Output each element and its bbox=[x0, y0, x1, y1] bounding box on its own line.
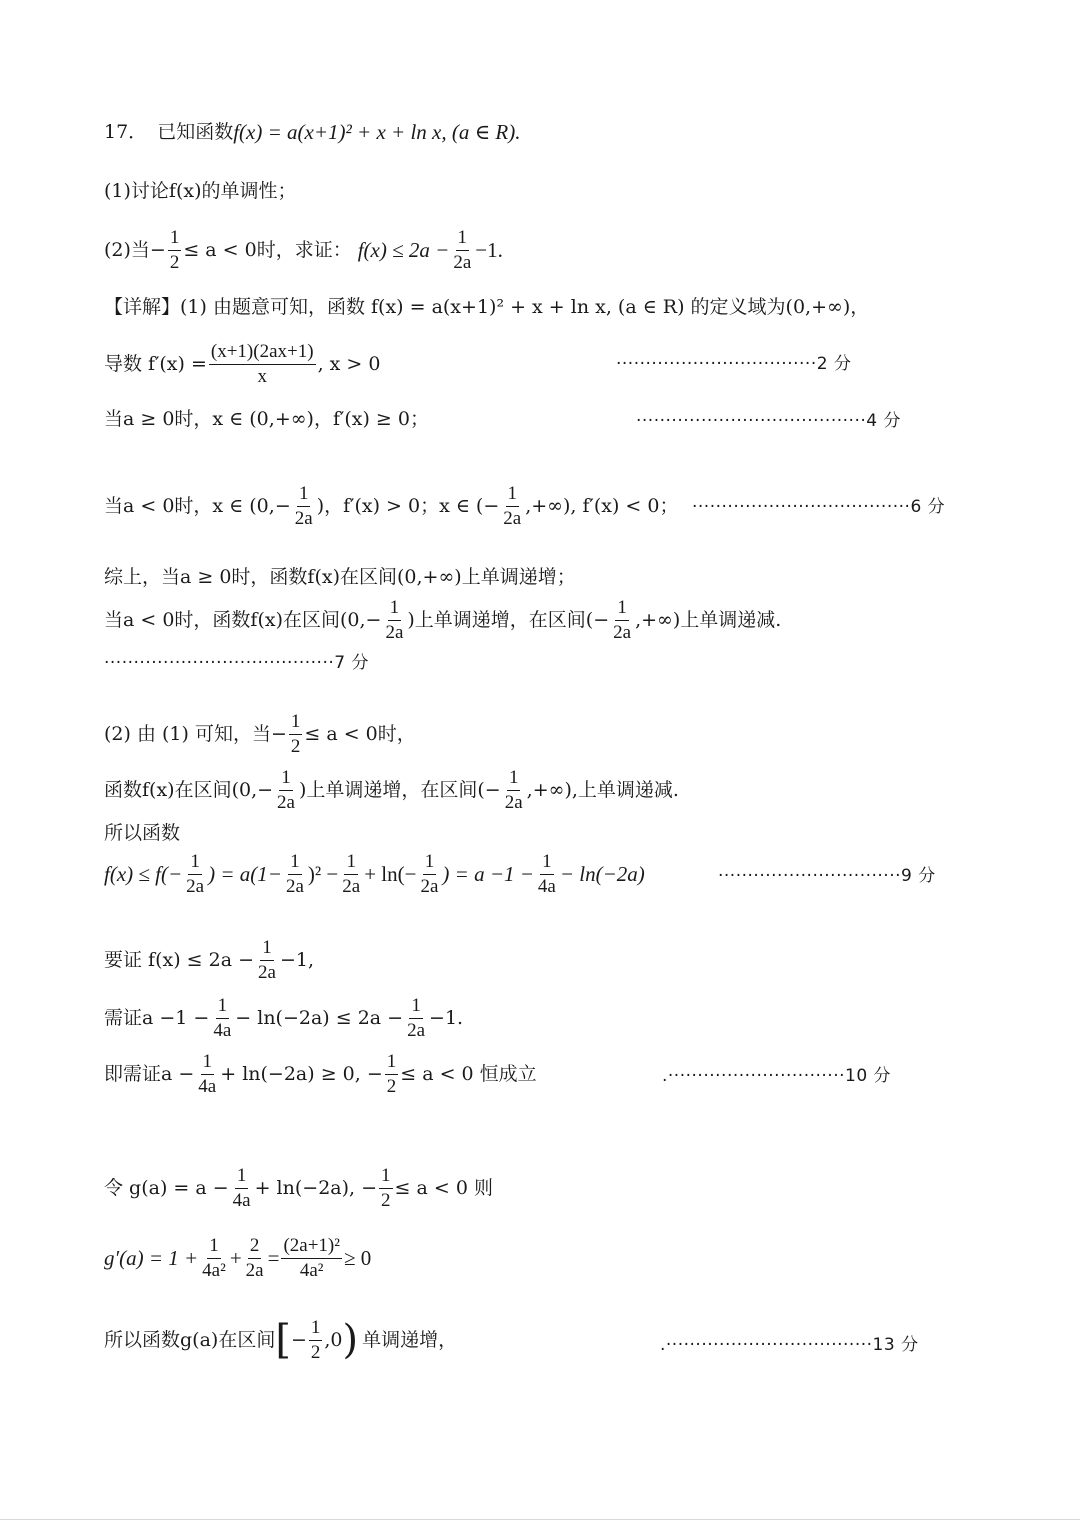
numerator: 1 bbox=[379, 1166, 393, 1189]
fraction bbox=[200, 1236, 228, 1281]
summary-1-text: 综上，当a ≥ 0时，函数f(x)在区间(0,+∞)上单调递增； bbox=[104, 566, 576, 588]
fraction bbox=[284, 852, 306, 897]
numerator: 1 bbox=[423, 852, 437, 875]
fraction bbox=[383, 598, 405, 643]
case-text: )，f′(x) > 0；x ∈ (− bbox=[316, 494, 500, 517]
denominator: x bbox=[257, 365, 267, 387]
fraction bbox=[256, 938, 278, 983]
part2-so-function bbox=[104, 824, 180, 843]
numerator: 1 bbox=[201, 1052, 215, 1075]
solution-line-1 bbox=[104, 298, 869, 317]
monotonic-text: )上单调递增，在区间(− bbox=[298, 778, 501, 801]
denominator: 2 bbox=[169, 251, 180, 273]
solution-summary-2 bbox=[104, 598, 781, 643]
numerator: 1 bbox=[409, 996, 423, 1019]
denominator: 2 bbox=[386, 1075, 397, 1097]
solution-summary-1 bbox=[104, 568, 576, 587]
equivalent-text: + ln(−2a) ≥ 0, − bbox=[220, 1062, 383, 1085]
solution-case-a-neg bbox=[104, 484, 678, 529]
max-text: ) = a −1 − bbox=[442, 861, 534, 886]
numerator: 1 bbox=[309, 1318, 323, 1341]
denominator: 2a bbox=[420, 875, 439, 897]
denominator: 2a bbox=[407, 1019, 426, 1041]
need-prove-text: 需证a −1 − bbox=[104, 1006, 210, 1029]
denominator: 2a bbox=[186, 875, 205, 897]
numerator: 1 bbox=[260, 938, 274, 961]
fraction bbox=[503, 768, 525, 813]
score-7: ·······································7 分 bbox=[104, 653, 369, 673]
problem-part2 bbox=[104, 228, 503, 273]
denominator: 4a bbox=[232, 1189, 251, 1211]
denominator: 2a bbox=[613, 621, 632, 643]
score-10: .······························10 分 bbox=[662, 1066, 892, 1086]
part2-mid: ≤ a < 0时，求证： bbox=[183, 238, 352, 261]
fraction bbox=[211, 996, 233, 1041]
case-text: 当a < 0时，x ∈ (0,− bbox=[104, 494, 291, 517]
fraction bbox=[451, 228, 473, 273]
problem-stem bbox=[104, 122, 520, 143]
fraction bbox=[184, 852, 206, 897]
interval-text: ,0 bbox=[324, 1328, 343, 1351]
numerator: 1 bbox=[344, 852, 358, 875]
part2-g-derivative bbox=[104, 1236, 371, 1281]
to-prove-text: 要证 f(x) ≤ 2a − bbox=[104, 948, 254, 971]
g-derivative-text: ≥ 0 bbox=[343, 1245, 372, 1270]
fraction bbox=[209, 342, 316, 387]
denominator: 2a bbox=[258, 961, 276, 983]
fraction bbox=[244, 1236, 266, 1281]
to-prove-text: −1, bbox=[279, 948, 314, 971]
denominator: 2 bbox=[381, 1189, 391, 1211]
denominator: 2a bbox=[342, 875, 361, 897]
fraction bbox=[275, 768, 297, 813]
case-a-nonneg-text: 当a ≥ 0时，x ∈ (0,+∞)，f′(x) ≥ 0； bbox=[104, 408, 429, 430]
derivative-prefix: 导数 f′(x) = bbox=[104, 352, 207, 375]
fraction bbox=[379, 1166, 393, 1211]
numerator: 1 bbox=[506, 484, 520, 507]
part2-end: −1. bbox=[475, 237, 503, 262]
define-g-text: ≤ a < 0 则 bbox=[394, 1176, 493, 1199]
summary-text: )上单调递增，在区间(− bbox=[407, 608, 610, 631]
fraction bbox=[385, 1052, 399, 1097]
denominator: 2a bbox=[503, 507, 522, 529]
numerator: 1 bbox=[188, 852, 202, 875]
part2-to-prove bbox=[104, 938, 314, 983]
numerator: 1 bbox=[216, 996, 230, 1019]
part2-intro-text: ≤ a < 0时， bbox=[304, 722, 416, 745]
summary-text: 当a < 0时，函数f(x)在区间(0,− bbox=[104, 608, 382, 631]
score-4: ·······································4 分 bbox=[636, 411, 901, 431]
problem-stem-formula: f(x) = a(x+1)² + x + ln x, (a ∈ R). bbox=[233, 120, 521, 144]
max-text: ) = a(1− bbox=[208, 861, 282, 886]
numerator: 1 bbox=[235, 1166, 249, 1189]
denominator: 4a bbox=[537, 875, 556, 897]
fraction bbox=[536, 852, 558, 897]
numerator: 1 bbox=[615, 598, 629, 621]
max-text: )² − bbox=[307, 861, 339, 886]
fraction bbox=[418, 852, 440, 897]
interval-text: − bbox=[290, 1328, 307, 1351]
denominator: 2a bbox=[504, 791, 523, 813]
case-text: ,+∞), f′(x) < 0； bbox=[525, 494, 679, 517]
denominator: 2a bbox=[294, 507, 313, 529]
numerator: 1 bbox=[279, 768, 293, 791]
part2-define-g bbox=[104, 1166, 493, 1211]
score-6: ·····································6 分 bbox=[692, 497, 946, 517]
problem-stem-prefix: 已知函数 bbox=[157, 121, 234, 143]
solution-derivative bbox=[104, 342, 380, 387]
part2-need-prove bbox=[104, 996, 463, 1041]
part2-monotonic bbox=[104, 768, 679, 813]
numerator: 1 bbox=[456, 228, 470, 251]
denominator: 4a bbox=[198, 1075, 217, 1097]
part2-prefix: (2)当− bbox=[104, 238, 166, 261]
g-derivative-text: g′(a) = 1 + bbox=[104, 1245, 199, 1270]
equivalent-text: 即需证a − bbox=[104, 1062, 195, 1085]
denominator: 2a bbox=[285, 875, 304, 897]
g-increasing-text: 所以函数g(a)在区间 bbox=[104, 1328, 276, 1351]
denominator: 4a bbox=[213, 1019, 232, 1041]
part2-intro bbox=[104, 712, 416, 757]
define-g-text: 令 g(a) = a − bbox=[104, 1176, 229, 1199]
g-derivative-text: + bbox=[229, 1245, 242, 1270]
numerator: (x+1)(2ax+1) bbox=[209, 342, 316, 365]
fraction bbox=[289, 712, 303, 757]
solution-line-1-text: 【详解】(1) 由题意可知，函数 f(x) = a(x+1)² + x + ln x, (a ∈ R) 的定义域为(0,+∞)， bbox=[104, 296, 870, 318]
numerator: 2 bbox=[248, 1236, 262, 1259]
solution-case-a-nonneg bbox=[104, 410, 429, 429]
part2-g-increasing bbox=[104, 1318, 457, 1363]
numerator: 1 bbox=[540, 852, 554, 875]
denominator: 2a bbox=[277, 791, 295, 813]
part2-intro-text: (2) 由 (1) 可知，当− bbox=[104, 722, 287, 745]
fraction bbox=[231, 1166, 253, 1211]
problem-part1 bbox=[104, 182, 297, 201]
numerator: 1 bbox=[207, 1236, 221, 1259]
numerator: 1 bbox=[168, 228, 182, 251]
max-text: + ln(− bbox=[364, 861, 417, 886]
score-2: ··································2 分 bbox=[616, 354, 852, 374]
derivative-domain: , x > 0 bbox=[317, 352, 381, 375]
fraction bbox=[405, 996, 427, 1041]
numerator: 1 bbox=[507, 768, 521, 791]
denominator: 2 bbox=[310, 1341, 321, 1363]
g-derivative-text: = bbox=[267, 1245, 280, 1270]
fraction bbox=[309, 1318, 323, 1363]
right-paren: ) bbox=[342, 1317, 359, 1364]
score-9: ·······························9 分 bbox=[718, 866, 936, 886]
score-13: .···································13 分 bbox=[660, 1335, 919, 1355]
numerator: 1 bbox=[297, 484, 311, 507]
denominator: 2a bbox=[453, 251, 472, 273]
fraction bbox=[611, 598, 633, 643]
define-g-text: + ln(−2a), − bbox=[254, 1176, 378, 1199]
numerator: 1 bbox=[388, 598, 402, 621]
equivalent-text: ≤ a < 0 恒成立 bbox=[400, 1062, 537, 1085]
numerator: (2a+1)² bbox=[281, 1236, 342, 1259]
numerator: 1 bbox=[288, 852, 302, 875]
max-text: − ln(−2a) bbox=[559, 861, 645, 886]
summary-text: ,+∞)上单调递减. bbox=[635, 608, 782, 631]
numerator: 1 bbox=[385, 1052, 399, 1075]
denominator: 2a bbox=[385, 621, 404, 643]
part1-text: (1)讨论f(x)的单调性； bbox=[104, 180, 297, 202]
so-function-text: 所以函数 bbox=[104, 822, 181, 844]
denominator: 4a² bbox=[299, 1259, 324, 1281]
fraction bbox=[501, 484, 523, 529]
page-divider bbox=[0, 1519, 1080, 1520]
max-text: f(x) ≤ f(− bbox=[104, 861, 183, 886]
fraction bbox=[281, 1236, 342, 1281]
part2-equivalent bbox=[104, 1052, 537, 1097]
fraction bbox=[293, 484, 315, 529]
part2-formula: f(x) ≤ 2a − bbox=[357, 237, 450, 262]
denominator: 4a² bbox=[202, 1259, 226, 1281]
need-prove-text: −1. bbox=[429, 1006, 464, 1029]
left-bracket: [ bbox=[275, 1317, 291, 1364]
numerator: 1 bbox=[289, 712, 303, 735]
monotonic-text: ,+∞),上单调递减. bbox=[526, 778, 679, 801]
denominator: 2a bbox=[245, 1259, 264, 1281]
denominator: 2 bbox=[290, 735, 301, 757]
fraction bbox=[196, 1052, 218, 1097]
fraction bbox=[340, 852, 362, 897]
part2-max-value bbox=[104, 852, 645, 897]
problem-number: 17． bbox=[104, 121, 148, 143]
need-prove-text: − ln(−2a) ≤ 2a − bbox=[235, 1006, 404, 1029]
monotonic-text: 函数f(x)在区间(0,− bbox=[104, 778, 274, 801]
g-increasing-text: 单调递增， bbox=[362, 1328, 458, 1351]
fraction bbox=[168, 228, 182, 273]
